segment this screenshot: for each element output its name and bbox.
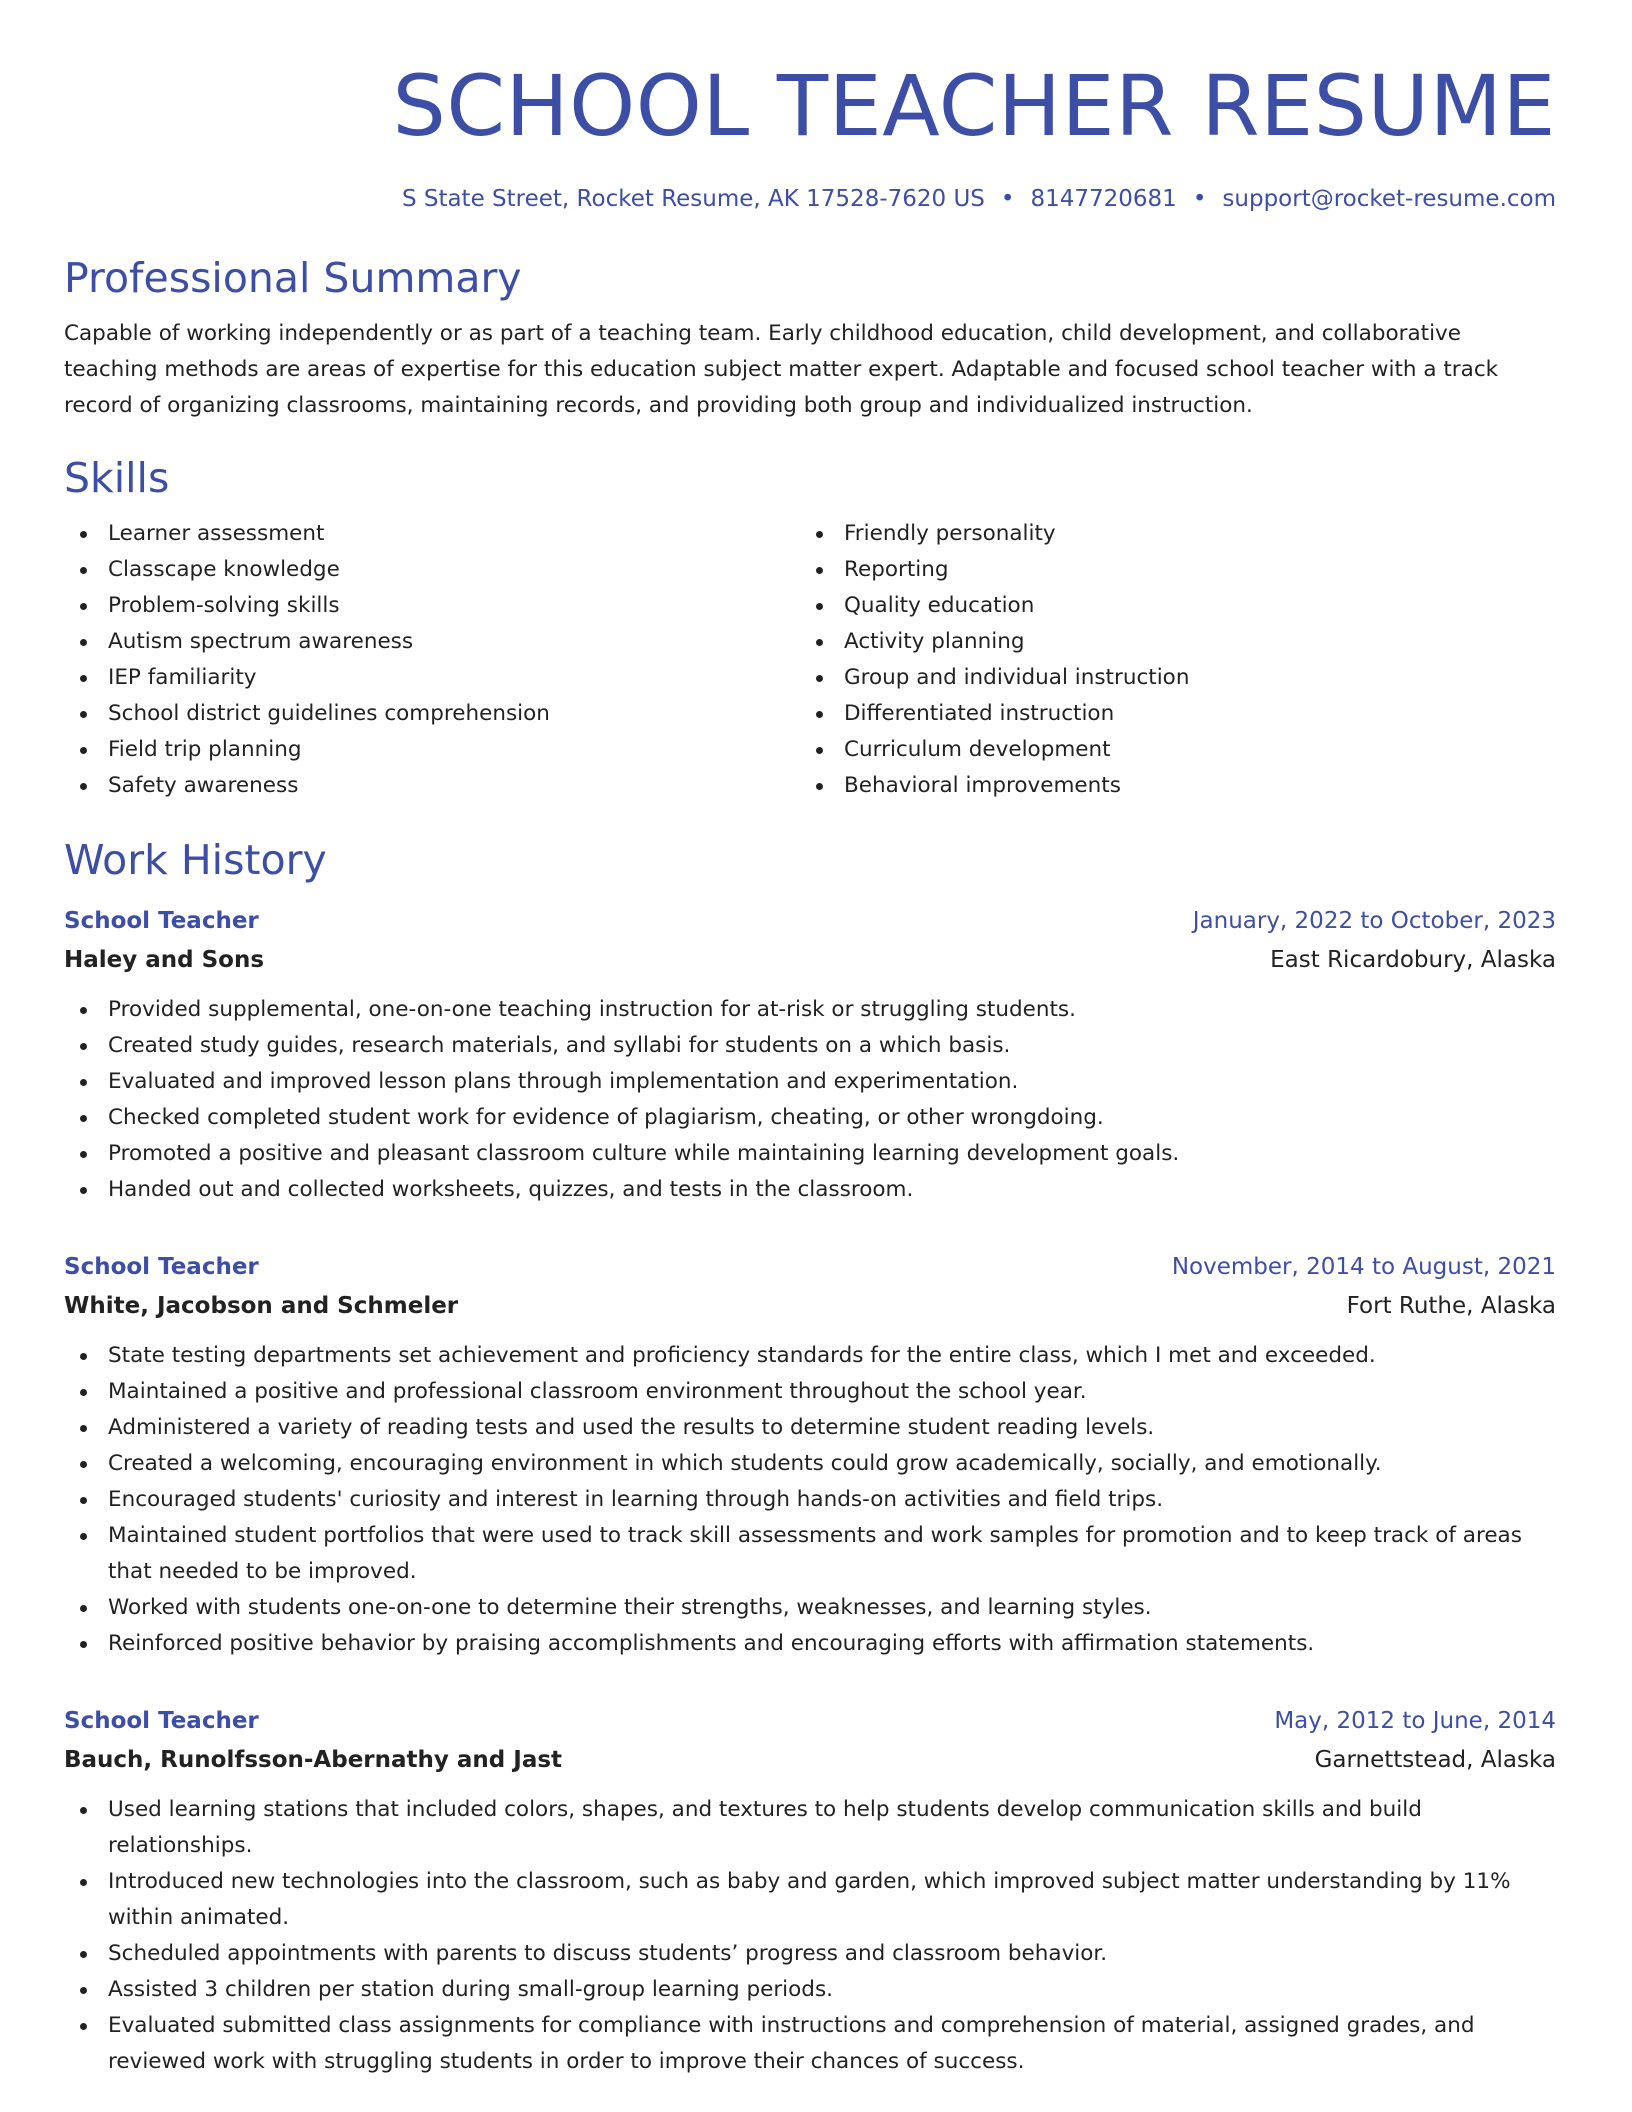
skill-item: Field trip planning (64, 732, 800, 768)
job-bullet: Handed out and collected worksheets, quizzes, and tests in the classroom. (64, 1172, 1556, 1208)
job-bullets (64, 1338, 1556, 1662)
skill-item: Differentiated instruction (800, 696, 1189, 732)
job-bullet: Used learning stations that included colors, shapes, and textures to help students develop communication skills and build relationships. (64, 1792, 1556, 1864)
skill-item: IEP familiarity (64, 660, 800, 696)
contact-address: S State Street, Rocket Resume, AK 17528-7620 US (401, 186, 985, 212)
skills-columns (64, 516, 1556, 804)
skill-item: Problem-solving skills (64, 588, 800, 624)
skills-heading: Skills (64, 454, 170, 502)
job-bullet: Reinforced positive behavior by praising accomplishments and encouraging efforts with affirmation statements. (64, 1626, 1556, 1662)
job-bullet: Maintained a positive and professional classroom environment throughout the school year. (64, 1374, 1556, 1410)
job-bullet: Promoted a positive and pleasant classroom culture while maintaining learning development goals. (64, 1136, 1556, 1172)
job-bullet: Administered a variety of reading tests and used the results to determine student reading levels. (64, 1410, 1556, 1446)
job-company: White, Jacobson and Schmeler (64, 1293, 459, 1319)
job-bullet: Provided supplemental, one-on-one teaching instruction for at-risk or struggling students. (64, 992, 1556, 1028)
contact-separator: • (1192, 186, 1207, 212)
resume-page (64, 0, 1556, 2080)
job-dates: May, 2012 to June, 2014 (1274, 1708, 1556, 1734)
job-entry (64, 1702, 1556, 2080)
job-bullet: Created study guides, research materials, and syllabi for students on a which basis. (64, 1028, 1556, 1064)
job-company: Haley and Sons (64, 947, 265, 973)
job-bullet: State testing departments set achievement and proficiency standards for the entire class, which I met and exceeded. (64, 1338, 1556, 1374)
work-history-heading: Work History (64, 836, 327, 884)
job-entry (64, 902, 1556, 1208)
skill-item: Quality education (800, 588, 1189, 624)
job-dates: November, 2014 to August, 2021 (1171, 1254, 1556, 1280)
job-bullet: Encouraged students' curiosity and interest in learning through hands-on activities and field trips. (64, 1482, 1556, 1518)
contact-phone: 8147720681 (1030, 186, 1177, 212)
skills-list-left (64, 516, 800, 804)
job-location: Fort Ruthe, Alaska (1346, 1293, 1556, 1319)
skill-item: Classcape knowledge (64, 552, 800, 588)
job-bullet: Worked with students one-on-one to determine their strengths, weaknesses, and learning styles. (64, 1590, 1556, 1626)
job-bullet: Evaluated and improved lesson plans through implementation and experimentation. (64, 1064, 1556, 1100)
job-entry (64, 1248, 1556, 1662)
skill-item: Autism spectrum awareness (64, 624, 800, 660)
job-bullet: Evaluated submitted class assignments for compliance with instructions and comprehension of material, assigned grades, and reviewed work with struggling students in order to improve their chances of success. (64, 2008, 1556, 2080)
skill-item: Friendly personality (800, 516, 1189, 552)
contact-separator: • (1000, 186, 1015, 212)
job-title: School Teacher (64, 1708, 259, 1734)
job-bullet: Created a welcoming, encouraging environment in which students could grow academically, socially, and emotionally. (64, 1446, 1556, 1482)
skill-item: Curriculum development (800, 732, 1189, 768)
job-bullets (64, 992, 1556, 1208)
job-title: School Teacher (64, 1254, 259, 1280)
skill-item: School district guidelines comprehension (64, 696, 800, 732)
job-location: East Ricardobury, Alaska (1270, 947, 1556, 973)
skill-item: Safety awareness (64, 768, 800, 804)
contact-line (64, 184, 1556, 214)
summary-section (64, 254, 1556, 424)
job-bullet: Maintained student portfolios that were used to track skill assessments and work samples for promotion and to keep track of areas that needed to be improved. (64, 1518, 1556, 1590)
job-company: Bauch, Runolfsson-Abernathy and Jast (64, 1747, 563, 1773)
job-bullets (64, 1792, 1556, 2080)
summary-text: Capable of working independently or as part of a teaching team. Early childhood education, child development, and collaborative teaching methods are areas of expertise for this education subject matter expert. Adaptable and focused school teacher with a track record of organizing classrooms, maintaining records, and providing both group and individualized instruction. (64, 321, 1499, 418)
job-location: Garnettstead, Alaska (1314, 1747, 1556, 1773)
skill-item: Reporting (800, 552, 1189, 588)
contact-email: support@rocket-resume.com (1222, 186, 1556, 212)
skill-item: Learner assessment (64, 516, 800, 552)
job-dates: January, 2022 to October, 2023 (1192, 908, 1556, 934)
job-bullet: Assisted 3 children per station during small-group learning periods. (64, 1972, 1556, 2008)
summary-heading: Professional Summary (64, 254, 522, 302)
page-title: SCHOOL TEACHER RESUME (392, 57, 1556, 155)
work-history-section (64, 836, 1556, 2080)
skills-section (64, 454, 1556, 804)
job-bullet: Introduced new technologies into the classroom, such as baby and garden, which improved subject matter understanding by 11% within animated. (64, 1864, 1556, 1936)
job-title: School Teacher (64, 908, 259, 934)
job-bullet: Scheduled appointments with parents to discuss students’ progress and classroom behavior. (64, 1936, 1556, 1972)
skill-item: Behavioral improvements (800, 768, 1189, 804)
skills-list-right (800, 516, 1189, 804)
skill-item: Group and individual instruction (800, 660, 1189, 696)
job-bullet: Checked completed student work for evidence of plagiarism, cheating, or other wrongdoing. (64, 1100, 1556, 1136)
skill-item: Activity planning (800, 624, 1189, 660)
